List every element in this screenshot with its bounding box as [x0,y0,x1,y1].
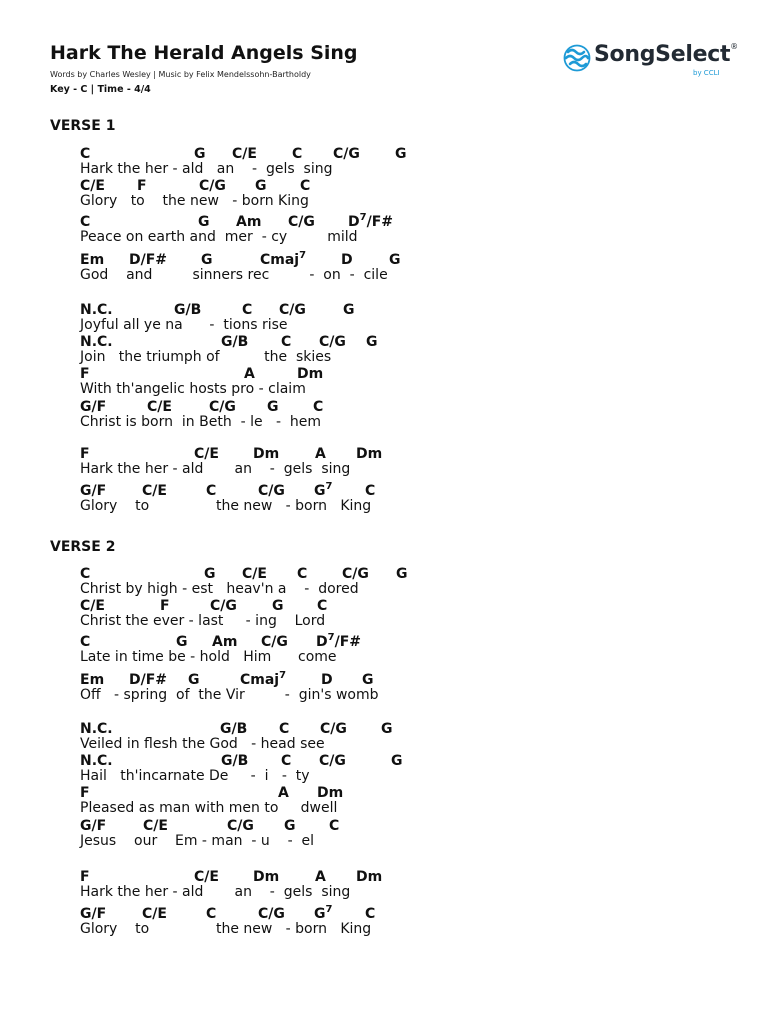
chord-lyric-line [80,753,480,785]
chord [80,334,113,350]
chord [80,252,104,268]
chord-name: C/E [147,399,172,415]
chord-extension: 7 [325,481,333,492]
chord [284,818,296,834]
chord-bass: /F# [334,634,362,650]
chord [281,753,291,769]
lyric-text: God and sinners rec - on - cile [80,267,388,283]
chord [279,302,306,318]
chord [142,483,167,499]
chord-name: C [80,566,91,582]
chord-name: C/G [279,302,306,318]
chord [315,869,326,885]
chord [366,334,378,350]
chord [396,566,408,582]
lyric-text: Glory to the new - born King [80,498,372,514]
chord [212,634,237,650]
chord-name: C/E [142,906,167,922]
chord-name: C/E [232,146,257,162]
lyric-text: Christ the ever - last - ing Lord [80,613,326,629]
chord [313,399,323,415]
chord [210,598,237,614]
songselect-waves-icon [563,44,591,72]
chord [315,446,326,462]
chord-name: G [389,252,401,268]
chord-name: C [281,334,292,350]
logo-byline: by CCLI [693,69,720,77]
chord-name: C [206,483,217,499]
chord-name: G [188,672,200,688]
chord [80,483,106,499]
chord-name: C [80,634,91,650]
chord [281,334,291,350]
chord-name: C/G [261,634,288,650]
chord-name: G/B [220,721,248,737]
chord-name: Am [212,634,238,650]
chord-name: A [315,869,326,885]
chord [80,818,106,834]
chord-name: C [80,214,91,230]
chord-name: G [176,634,188,650]
chord [221,334,248,350]
chord-name: C [317,598,328,614]
chord [321,672,333,688]
chord [174,302,201,318]
chord [80,399,106,415]
chord [176,634,188,650]
chord-name: G [362,672,374,688]
section-label: VERSE 1 [50,118,116,134]
chord [198,214,210,230]
logo-wordmark: SongSelect® [594,42,738,67]
chord-bass: /F# [366,214,394,230]
chord [143,818,168,834]
chord-name: C/E [80,178,105,194]
chord [137,178,147,194]
chord-name: D [316,634,328,650]
lyric-text: Off - spring of the Vir - gin's womb [80,687,379,703]
chord-name: Dm [253,869,280,885]
chord-name: G/F [80,483,107,499]
lyric-text: Hark the her - ald an - gels sing [80,161,333,177]
chord-extension: 7 [299,250,307,261]
chord [232,146,257,162]
chord-name: C/G [227,818,254,834]
chord-name: Dm [317,785,344,801]
chord-lyric-line [80,178,480,210]
chord-name: D [321,672,333,688]
chord-name: G [255,178,267,194]
chord [253,446,279,462]
chord [129,252,167,268]
chord [341,252,353,268]
chord-name: G [343,302,355,318]
chord [279,721,289,737]
chord [242,566,267,582]
chord [206,483,216,499]
lyric-text: Peace on earth and mer - cy mild [80,229,358,245]
chord [292,146,302,162]
lyric-text: Join the triumph of the skies [80,349,332,365]
chord [80,634,90,650]
chord-name: C [300,178,311,194]
chord-name: G [204,566,216,582]
chord-name: N.C. [80,334,113,350]
chord-name: C/E [194,869,219,885]
chord-lyric-line [80,634,480,666]
chord [80,869,90,885]
chord-name: G [396,566,408,582]
lyric-text: Christ by high - est heav'n a - dored [80,581,359,597]
chord [80,446,90,462]
chord-lyric-line [80,483,480,515]
chord-name: G [201,252,213,268]
chord [261,634,288,650]
chord [142,906,167,922]
chord [209,399,236,415]
chord [297,566,307,582]
chord-lyric-line [80,869,480,901]
chord [194,146,206,162]
chord-extension: 7 [279,670,287,681]
songselect-logo [563,42,738,82]
chord [80,178,105,194]
chord [395,146,407,162]
chord-lyric-line [80,366,480,398]
chord-name: G/F [80,906,107,922]
chord-lyric-line [80,252,480,284]
chord-name: D [341,252,353,268]
chord-name: A [315,446,326,462]
chord [381,721,393,737]
chord-name: Dm [356,446,383,462]
chord [260,252,306,268]
chord [253,869,279,885]
chord [348,214,393,230]
chord-name: C/G [258,483,285,499]
chord [244,366,255,382]
song-credits: Words by Charles Wesley | Music by Felix Mendelssohn-Bartholdy [50,70,311,79]
lyric-text: Joyful all ye na - tions rise [80,317,288,333]
chord-name: Dm [253,446,280,462]
chord [80,214,90,230]
chord [319,334,346,350]
chord-name: G/F [80,399,107,415]
chord-name: G [366,334,378,350]
chord [201,252,213,268]
chord [288,214,315,230]
chord-name: C [292,146,303,162]
chord-name: Em [80,252,105,268]
chord-name: N.C. [80,753,113,769]
chord-name: F [80,785,90,801]
chord-name: C/G [319,753,346,769]
chord [227,818,254,834]
chord-lyric-line [80,598,480,630]
chord [365,483,375,499]
chord-name: G [381,721,393,737]
lyric-text: Veiled in flesh the God - head see [80,736,325,752]
chord [80,721,113,737]
chord-name: C/G [342,566,369,582]
chord [147,399,172,415]
chord-name: Dm [356,869,383,885]
lyric-text: Jesus our Em - man - u - el [80,833,315,849]
chord-name: F [80,446,90,462]
chord [80,146,90,162]
chord-name: C [279,721,290,737]
chord-name: G [267,399,279,415]
chord [129,672,167,688]
chord-name: C [242,302,253,318]
chord [333,146,360,162]
chord-name: G [198,214,210,230]
lyric-text: Christ is born in Beth - le - hem [80,414,322,430]
chord-name: A [278,785,289,801]
chord-name: F [160,598,170,614]
chord-name: C/G [333,146,360,162]
chord-name: C/E [194,446,219,462]
chord [342,566,369,582]
chord-name: G [194,146,206,162]
chord [356,446,382,462]
chord-name: C/E [80,598,105,614]
chord [258,483,285,499]
chord-name: Dm [297,366,324,382]
chord-name: G [314,483,326,499]
chord-lyric-line [80,721,480,753]
chord [80,566,90,582]
chord [267,399,279,415]
chord-lyric-line [80,566,480,598]
chord-extension: 7 [325,904,333,915]
chord-extension: 7 [327,632,335,643]
chord [160,598,170,614]
chord-name: N.C. [80,721,113,737]
chord-name: C/G [209,399,236,415]
lyric-text: Pleased as man with men to dwell [80,800,338,816]
chord-name: N.C. [80,302,113,318]
chord [80,302,113,318]
chord-name: G/B [221,753,249,769]
chord [80,785,90,801]
chord [272,598,284,614]
chord-lyric-line [80,785,480,817]
chord [316,634,361,650]
key-time: Key - C | Time - 4/4 [50,84,151,95]
chord-name: G [395,146,407,162]
lyric-text: Glory to the new - born King [80,193,309,209]
chord [242,302,252,318]
chord-name: A [244,366,255,382]
chord [194,869,219,885]
chord [362,672,374,688]
chord [80,753,113,769]
chord-lyric-line [80,446,480,478]
chord-name: Am [236,214,262,230]
chord [391,753,403,769]
chord-name: C/E [143,818,168,834]
chord [317,785,343,801]
chord [365,906,375,922]
chord [80,598,105,614]
chord [356,869,382,885]
chord [236,214,261,230]
chord-lyric-line [80,818,480,850]
chord [221,753,248,769]
chord-name: C [80,146,91,162]
chord-name: C/G [320,721,347,737]
chord-lyric-line [80,399,480,431]
lyric-text: Hail th'incarnate De - i - ty [80,768,310,784]
chord [329,818,339,834]
chord-lyric-line [80,334,480,366]
chord-name: Cmaj [260,252,300,268]
chord [80,366,90,382]
chord-name: C/G [288,214,315,230]
chord [343,302,355,318]
chord-lyric-line [80,672,480,704]
chord-extension: 7 [359,212,367,223]
lyric-text: With th'angelic hosts pro - claim [80,381,306,397]
chord [240,672,286,688]
chord [317,598,327,614]
chord-name: C/E [242,566,267,582]
chord [80,906,106,922]
chord-name: G [314,906,326,922]
chord-name: D [348,214,360,230]
chord [194,446,219,462]
chord-name: C/E [142,483,167,499]
chord [80,672,104,688]
chord-name: F [80,869,90,885]
chord [389,252,401,268]
section-label: VERSE 2 [50,539,116,555]
chord-name: C/G [319,334,346,350]
chord-name: Em [80,672,105,688]
chord [278,785,289,801]
chord [258,906,285,922]
chord [300,178,310,194]
chord [204,566,216,582]
chord [199,178,226,194]
lyric-text: Late in time be - hold Him come [80,649,337,665]
chord-lyric-line [80,146,480,178]
chord-name: C [281,753,292,769]
chord [320,721,347,737]
chord-name: C/G [199,178,226,194]
lyric-text: Hark the her - ald an - gels sing [80,884,351,900]
chord-name: G [272,598,284,614]
chord [206,906,216,922]
chord [255,178,267,194]
lyric-text: Glory to the new - born King [80,921,372,937]
chord-name: G [284,818,296,834]
song-title: Hark The Herald Angels Sing [50,42,358,64]
chord [314,906,332,922]
chord-name: C/G [258,906,285,922]
chord-name: G/B [221,334,249,350]
chord-name: G/F [80,818,107,834]
chord-lyric-line [80,302,480,334]
chord-name: C [329,818,340,834]
chord [188,672,200,688]
chord-lyric-line [80,906,480,938]
chord-name: D/F# [129,672,168,688]
chord-name: G/B [174,302,202,318]
chord-name: C [365,483,376,499]
lyric-text: Hark the her - ald an - gels sing [80,461,351,477]
chord-name: C [313,399,324,415]
chord-name: F [137,178,147,194]
chord [220,721,247,737]
chord-name: G [391,753,403,769]
chord-name: C/G [210,598,237,614]
chord [297,366,323,382]
chord-name: F [80,366,90,382]
chord-lyric-line [80,214,480,246]
chord [314,483,332,499]
chord-name: D/F# [129,252,168,268]
chord-name: C [297,566,308,582]
chord-name: C [206,906,217,922]
chord-name: C [365,906,376,922]
chord [319,753,346,769]
chord-name: Cmaj [240,672,280,688]
